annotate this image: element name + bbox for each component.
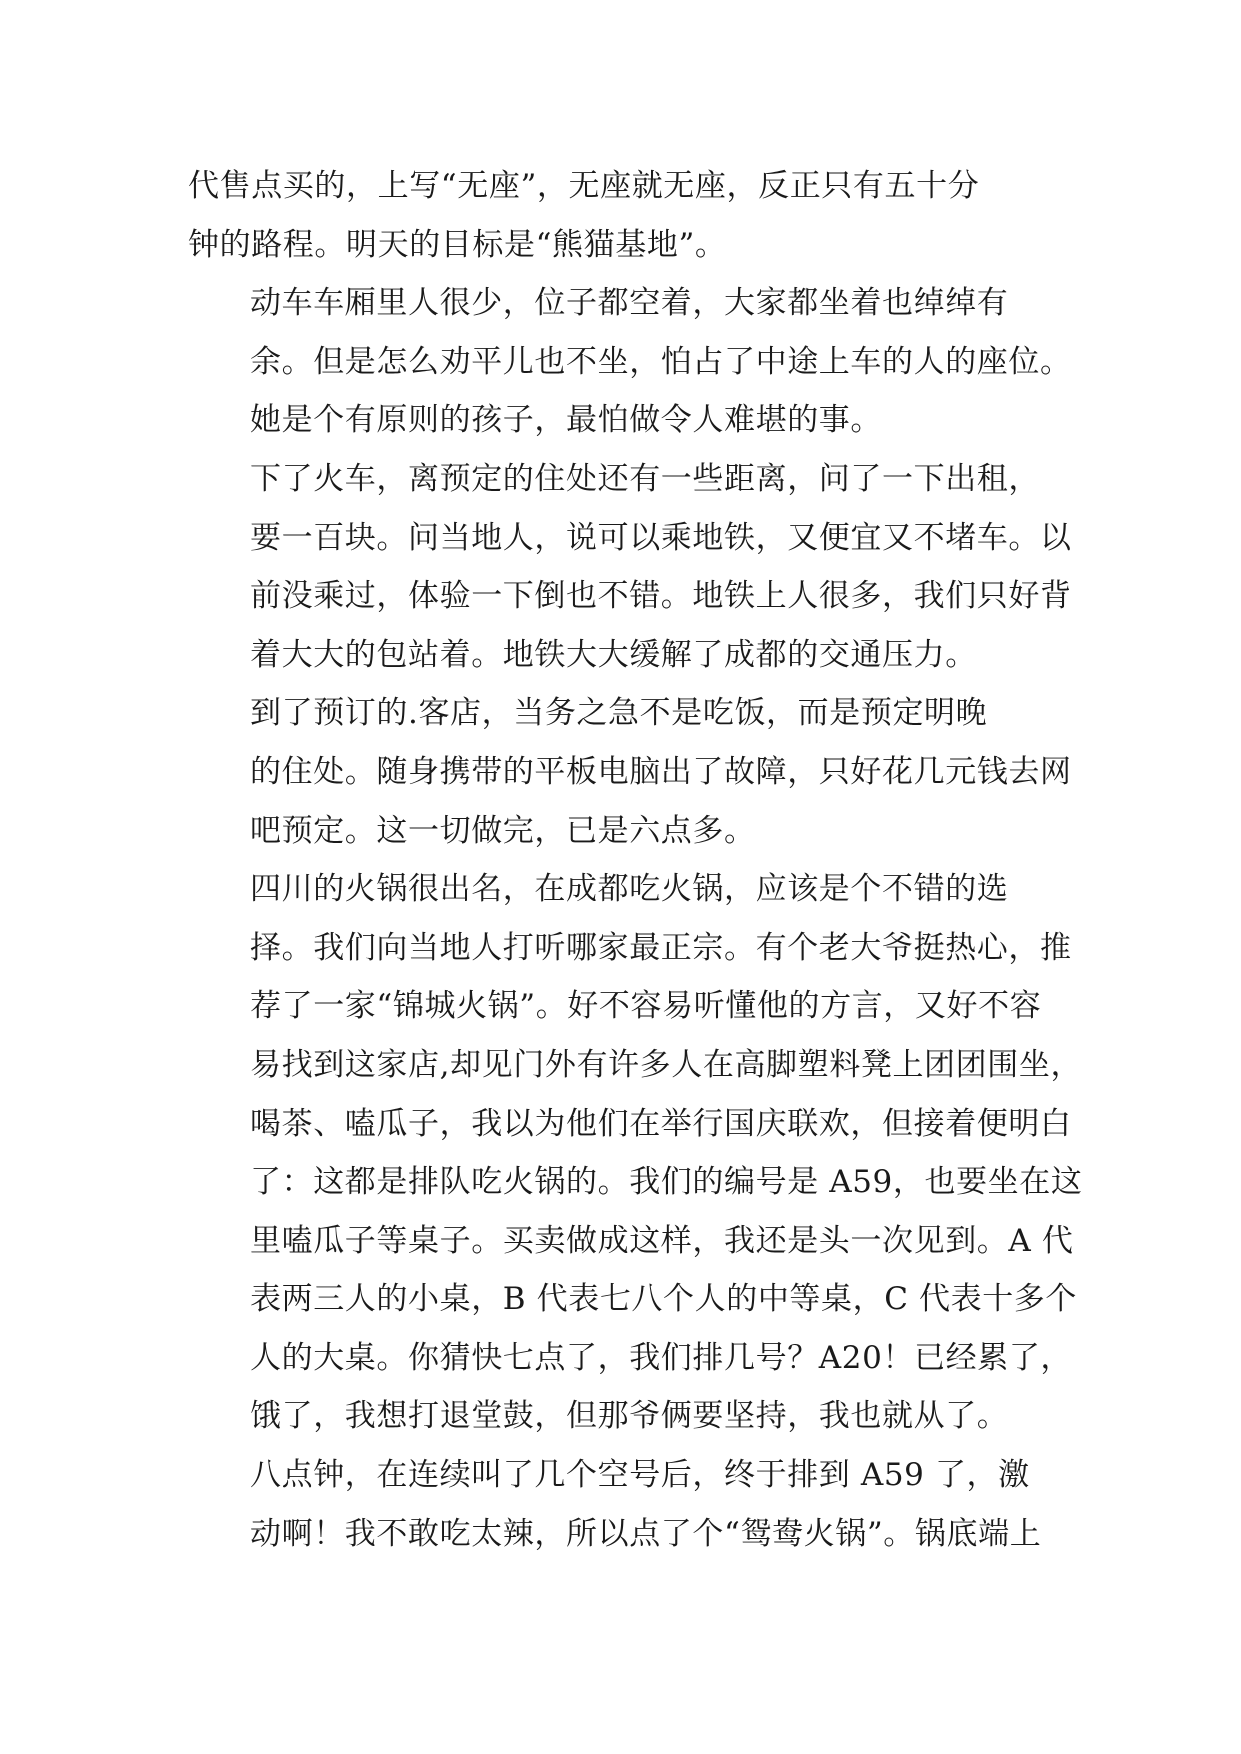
paragraph-eight-oclock <box>188 1446 1058 1563</box>
paragraph-hotel <box>188 684 1072 860</box>
text-line: 表两三人的小桌，B 代表七八个人的中等桌，C 代表十多个 <box>250 1281 1078 1318</box>
text-line: 吧预定。这一切做完，已是六点多。 <box>250 812 756 849</box>
text-line: 易找到这家店,却见门外有许多人在高脚塑料凳上团团围坐， <box>250 1046 1083 1083</box>
text-line: 里嗑瓜子等桌子。买卖做成这样，我还是头一次见到。A 代 <box>250 1222 1074 1259</box>
text-line: 荐了一家“锦城火锅”。好不容易听懂他的方言，又好不容 <box>250 988 1042 1025</box>
text-line: 了：这都是排队吃火锅的。我们的编号是 A59，也要坐在这 <box>250 1164 1083 1201</box>
text-line: 钟的路程。明天的目标是“熊猫基地”。 <box>188 226 727 263</box>
text-line: 前没乘过，体验一下倒也不错。地铁上人很多，我们只好背 <box>250 578 1072 615</box>
text-line: 饿了，我想打退堂鼓，但那爷俩要坚持，我也就从了。 <box>250 1398 1009 1435</box>
paragraph-hotpot-queue <box>188 860 1083 1446</box>
paragraph-train-carriage <box>188 274 1072 450</box>
text-line: 动啊！我不敢吃太辣，所以点了个“鸳鸯火锅”。锅底端上 <box>250 1515 1042 1552</box>
text-line: 她是个有原则的孩子，最怕做令人难堪的事。 <box>250 402 882 439</box>
text-line: 下了火车，离预定的住处还有一些距离，问了一下出租， <box>250 460 1040 497</box>
text-line: 人的大桌。你猜快七点了，我们排几号？A20！已经累了， <box>250 1339 1073 1376</box>
text-line: 余。但是怎么劝平儿也不坐，怕占了中途上车的人的座位。 <box>250 343 1072 380</box>
text-line: 动车车厢里人很少，位子都空着，大家都坐着也绰绰有 <box>250 285 1009 322</box>
paragraph-ticket <box>188 157 1058 274</box>
paragraph-subway <box>188 450 1072 684</box>
text-line: 代售点买的，上写“无座”，无座就无座，反正只有五十分 <box>188 168 980 204</box>
text-line: 的住处。随身携带的平板电脑出了故障，只好花几元钱去网 <box>250 753 1072 790</box>
text-line: 到了预订的.客店，当务之急不是吃饭，而是预定明晚 <box>250 695 988 732</box>
text-line: 喝茶、嗑瓜子，我以为他们在举行国庆联欢，但接着便明白 <box>250 1105 1072 1142</box>
text-line: 四川的火锅很出名，在成都吃火锅，应该是个不错的选 <box>250 871 1009 908</box>
text-line: 八点钟，在连续叫了几个空号后，终于排到 A59 了，激 <box>250 1457 1030 1494</box>
article-body <box>188 157 1083 1563</box>
text-line: 择。我们向当地人打听哪家最正宗。有个老大爷挺热心，推 <box>250 929 1072 966</box>
text-line: 要一百块。问当地人，说可以乘地铁，又便宜又不堵车。以 <box>250 519 1072 556</box>
text-line: 着大大的包站着。地铁大大缓解了成都的交通压力。 <box>250 636 977 673</box>
